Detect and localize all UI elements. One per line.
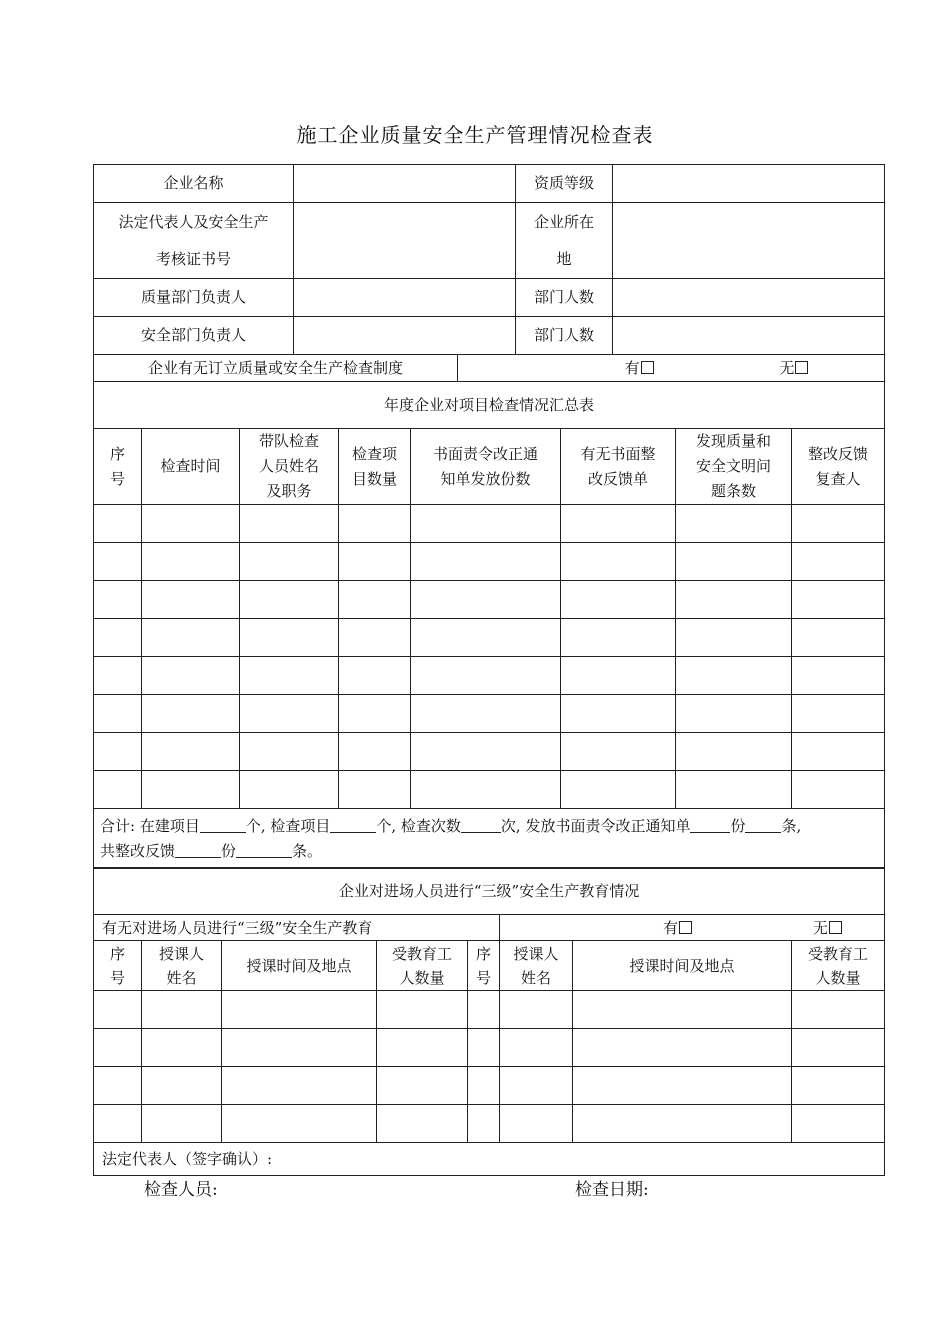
totals-line2-prefix: 共整改反馈 bbox=[100, 841, 176, 860]
annual-data-cell[interactable] bbox=[142, 657, 240, 695]
annual-header-7-line: 整改反馈 bbox=[808, 444, 869, 463]
education-data-cell[interactable] bbox=[142, 1105, 222, 1143]
education-header-0-line: 号 bbox=[109, 968, 125, 987]
annual-data-cell[interactable] bbox=[94, 619, 142, 657]
education-options bbox=[500, 915, 885, 941]
legal-rep-label-line1: 法定代表人及安全生产 bbox=[118, 212, 269, 231]
annual-data-cell[interactable] bbox=[240, 543, 339, 581]
form-title: 施工企业质量安全生产管理情况检查表 bbox=[296, 123, 654, 147]
system-no-checkbox[interactable] bbox=[795, 361, 808, 374]
annual-data-row bbox=[94, 733, 885, 771]
annual-data-cell[interactable] bbox=[561, 543, 676, 581]
annual-data-cell[interactable] bbox=[94, 657, 142, 695]
education-data-cell[interactable] bbox=[792, 991, 885, 1029]
quality-count-label: 部门人数 bbox=[516, 279, 613, 317]
education-data-cell[interactable] bbox=[142, 1029, 222, 1067]
quality-count-field[interactable] bbox=[613, 279, 885, 317]
annual-data-cell[interactable] bbox=[142, 771, 240, 809]
annual-data-cell[interactable] bbox=[792, 771, 885, 809]
annual-data-cell[interactable] bbox=[339, 771, 411, 809]
annual-data-cell[interactable] bbox=[339, 619, 411, 657]
annual-data-cell[interactable] bbox=[240, 619, 339, 657]
annual-data-cell[interactable] bbox=[561, 657, 676, 695]
education-data-cell[interactable] bbox=[500, 991, 573, 1029]
education-data-cell[interactable] bbox=[500, 1105, 573, 1143]
annual-data-cell[interactable] bbox=[240, 695, 339, 733]
totals-line-1 bbox=[100, 814, 878, 839]
annual-data-cell[interactable] bbox=[339, 581, 411, 619]
annual-data-row bbox=[94, 657, 885, 695]
quality-head-field[interactable] bbox=[294, 279, 516, 317]
annual-data-cell[interactable] bbox=[411, 543, 561, 581]
education-data-cell[interactable] bbox=[222, 1029, 377, 1067]
totals-unit-copies: 份 bbox=[730, 816, 746, 835]
notices-blank[interactable] bbox=[690, 818, 730, 833]
feedback-copies-blank[interactable] bbox=[175, 843, 221, 858]
annual-data-cell[interactable] bbox=[411, 657, 561, 695]
annual-header-0 bbox=[94, 429, 142, 505]
annual-data-cell[interactable] bbox=[142, 733, 240, 771]
education-data-cell[interactable] bbox=[500, 1029, 573, 1067]
education-data-cell[interactable] bbox=[94, 991, 142, 1029]
education-data-cell[interactable] bbox=[377, 1105, 468, 1143]
annual-data-cell[interactable] bbox=[792, 581, 885, 619]
education-data-cell[interactable] bbox=[468, 991, 500, 1029]
annual-data-cell[interactable] bbox=[339, 543, 411, 581]
safety-count-label: 部门人数 bbox=[516, 317, 613, 355]
annual-header-1 bbox=[142, 429, 240, 505]
annual-data-cell[interactable] bbox=[240, 733, 339, 771]
annual-data-cell[interactable] bbox=[792, 657, 885, 695]
education-header-5-line: 姓名 bbox=[520, 968, 551, 987]
annual-data-cell[interactable] bbox=[792, 733, 885, 771]
annual-data-cell[interactable] bbox=[142, 505, 240, 543]
signature-cell[interactable]: 法定代表人（签字确认）: bbox=[94, 1143, 885, 1176]
totals-line-2 bbox=[100, 839, 878, 864]
education-data-row bbox=[94, 991, 885, 1029]
safety-head-field[interactable] bbox=[294, 317, 516, 355]
education-header-1-line: 姓名 bbox=[166, 968, 197, 987]
education-header-1 bbox=[142, 941, 222, 991]
annual-data-row bbox=[94, 619, 885, 657]
annual-data-cell[interactable] bbox=[561, 581, 676, 619]
annual-data-cell[interactable] bbox=[411, 695, 561, 733]
safety-count-field[interactable] bbox=[613, 317, 885, 355]
annual-header-7-line: 复查人 bbox=[815, 469, 861, 488]
education-data-cell[interactable] bbox=[573, 1029, 792, 1067]
education-data-cell[interactable] bbox=[468, 1067, 500, 1105]
location-label-line1: 企业所在 bbox=[533, 212, 594, 231]
annual-data-cell[interactable] bbox=[561, 771, 676, 809]
education-question: 有无对进场人员进行“三级”安全生产教育 bbox=[94, 915, 500, 941]
annual-data-cell[interactable] bbox=[240, 505, 339, 543]
annual-data-cell[interactable] bbox=[561, 505, 676, 543]
annual-data-cell[interactable] bbox=[792, 695, 885, 733]
system-no-label: 无 bbox=[779, 358, 795, 377]
education-table bbox=[93, 867, 885, 1176]
annual-header-6 bbox=[676, 429, 792, 505]
annual-data-cell[interactable] bbox=[339, 733, 411, 771]
annual-data-cell[interactable] bbox=[792, 619, 885, 657]
education-data-cell[interactable] bbox=[377, 991, 468, 1029]
annual-data-cell[interactable] bbox=[142, 543, 240, 581]
projects-blank[interactable] bbox=[200, 818, 246, 833]
annual-data-cell[interactable] bbox=[339, 695, 411, 733]
check-times-blank[interactable] bbox=[461, 818, 501, 833]
location-label bbox=[516, 203, 613, 279]
education-heading: 企业对进场人员进行“三级”安全生产教育情况 bbox=[94, 868, 885, 915]
annual-header-5-line: 改反馈单 bbox=[587, 469, 648, 488]
company-name-field[interactable] bbox=[294, 165, 516, 203]
education-data-cell[interactable] bbox=[222, 991, 377, 1029]
annual-data-cell[interactable] bbox=[94, 771, 142, 809]
education-data-cell[interactable] bbox=[500, 1067, 573, 1105]
inspection-date-label: 检查日期: bbox=[575, 1180, 649, 1200]
annual-header-6-line: 题条数 bbox=[710, 482, 756, 500]
totals-unit-checks: 个, 检查次数 bbox=[376, 816, 461, 835]
education-no-label: 无 bbox=[812, 918, 828, 937]
annual-header-6-line: 发现质量和 bbox=[695, 432, 771, 450]
education-header-4-line: 号 bbox=[475, 968, 491, 987]
annual-data-cell[interactable] bbox=[411, 771, 561, 809]
annual-data-cell[interactable] bbox=[676, 581, 792, 619]
annual-data-cell[interactable] bbox=[676, 505, 792, 543]
education-data-cell[interactable] bbox=[792, 1067, 885, 1105]
company-name-label: 企业名称 bbox=[94, 165, 294, 203]
education-data-cell[interactable] bbox=[142, 991, 222, 1029]
annual-data-cell[interactable] bbox=[792, 543, 885, 581]
annual-header-2-line: 及职务 bbox=[266, 482, 312, 500]
annual-data-cell[interactable] bbox=[94, 505, 142, 543]
education-data-cell[interactable] bbox=[573, 1067, 792, 1105]
annual-data-row bbox=[94, 771, 885, 809]
totals-line2-unit-items: 条。 bbox=[292, 841, 323, 860]
annual-header-3-line: 检查项 bbox=[351, 444, 397, 463]
education-data-cell[interactable] bbox=[222, 1067, 377, 1105]
education-data-cell[interactable] bbox=[573, 991, 792, 1029]
annual-header-4-line: 知单发放份数 bbox=[440, 469, 531, 488]
quality-head-label: 质量部门负责人 bbox=[94, 279, 294, 317]
checked-projects-blank[interactable] bbox=[330, 818, 376, 833]
location-label-line2: 地 bbox=[556, 249, 572, 268]
feedback-items-blank[interactable] bbox=[236, 843, 292, 858]
education-header-4-line: 序 bbox=[475, 944, 491, 963]
annual-header-6-line: 安全文明问 bbox=[695, 457, 771, 475]
annual-data-cell[interactable] bbox=[339, 657, 411, 695]
education-header-3-line: 受教育工 bbox=[391, 944, 452, 963]
education-header-7-line: 受教育工 bbox=[808, 944, 869, 963]
totals-cell bbox=[94, 809, 885, 869]
annual-summary-table bbox=[93, 381, 885, 869]
annual-data-cell[interactable] bbox=[94, 543, 142, 581]
annual-data-cell[interactable] bbox=[676, 657, 792, 695]
annual-data-cell[interactable] bbox=[411, 619, 561, 657]
annual-header-3-line: 目数量 bbox=[351, 469, 397, 488]
education-data-row bbox=[94, 1105, 885, 1143]
education-data-cell[interactable] bbox=[222, 1105, 377, 1143]
safety-head-label: 安全部门负责人 bbox=[94, 317, 294, 355]
education-no-checkbox[interactable] bbox=[829, 921, 842, 934]
inspector-label: 检查人员: bbox=[144, 1180, 218, 1200]
annual-data-cell[interactable] bbox=[94, 733, 142, 771]
annual-data-row bbox=[94, 695, 885, 733]
annual-summary-heading: 年度企业对项目检查情况汇总表 bbox=[94, 382, 885, 429]
education-data-cell[interactable] bbox=[94, 1067, 142, 1105]
annual-data-row bbox=[94, 543, 885, 581]
education-data-cell[interactable] bbox=[468, 1029, 500, 1067]
annual-data-cell[interactable] bbox=[561, 619, 676, 657]
system-question: 企业有无订立质量或安全生产检查制度 bbox=[94, 355, 458, 382]
education-header-5 bbox=[500, 941, 573, 991]
education-header-7 bbox=[792, 941, 885, 991]
annual-header-0-line: 序 bbox=[109, 444, 125, 463]
annual-data-cell[interactable] bbox=[561, 695, 676, 733]
location-field[interactable] bbox=[613, 203, 885, 279]
education-header-6-line: 授课时间及地点 bbox=[629, 956, 735, 975]
annual-data-cell[interactable] bbox=[676, 543, 792, 581]
education-header-4 bbox=[468, 941, 500, 991]
education-header-2 bbox=[222, 941, 377, 991]
education-data-row bbox=[94, 1067, 885, 1105]
annual-data-cell[interactable] bbox=[240, 771, 339, 809]
annual-header-5-line: 有无书面整 bbox=[580, 444, 656, 463]
education-data-cell[interactable] bbox=[377, 1067, 468, 1105]
system-yes-checkbox[interactable] bbox=[641, 361, 654, 374]
annual-data-cell[interactable] bbox=[411, 505, 561, 543]
education-header-0 bbox=[94, 941, 142, 991]
annual-data-cell[interactable] bbox=[142, 619, 240, 657]
annual-header-2-line: 带队检查 bbox=[258, 432, 319, 450]
annual-data-cell[interactable] bbox=[676, 695, 792, 733]
system-yes-label: 有 bbox=[624, 358, 640, 377]
system-options bbox=[458, 355, 885, 382]
legal-rep-field[interactable] bbox=[294, 203, 516, 279]
legal-rep-label bbox=[94, 203, 294, 279]
education-data-cell[interactable] bbox=[573, 1105, 792, 1143]
annual-data-row bbox=[94, 581, 885, 619]
annual-data-cell[interactable] bbox=[339, 505, 411, 543]
annual-data-cell[interactable] bbox=[142, 581, 240, 619]
issues-blank[interactable] bbox=[745, 818, 781, 833]
education-header-row bbox=[94, 941, 885, 991]
education-data-cell[interactable] bbox=[142, 1067, 222, 1105]
totals-unit-projects: 个, 检查项目 bbox=[245, 816, 331, 835]
annual-data-cell[interactable] bbox=[676, 733, 792, 771]
totals-prefix: 合计: 在建项目 bbox=[100, 816, 200, 835]
annual-data-cell[interactable] bbox=[240, 657, 339, 695]
annual-data-row bbox=[94, 505, 885, 543]
totals-unit-items: 条, bbox=[781, 816, 802, 835]
annual-header-5 bbox=[561, 429, 676, 505]
education-data-cell[interactable] bbox=[94, 1029, 142, 1067]
education-header-6 bbox=[573, 941, 792, 991]
annual-header-3 bbox=[339, 429, 411, 505]
annual-header-2-line: 人员姓名 bbox=[258, 457, 319, 475]
education-header-2-line: 授课时间及地点 bbox=[246, 956, 352, 975]
annual-header-4 bbox=[411, 429, 561, 505]
education-data-cell[interactable] bbox=[94, 1105, 142, 1143]
totals-unit-times: 次, 发放书面责令改正通知单 bbox=[500, 816, 691, 835]
annual-data-cell[interactable] bbox=[411, 733, 561, 771]
annual-header-1-line: 检查时间 bbox=[160, 457, 221, 475]
annual-data-cell[interactable] bbox=[561, 733, 676, 771]
education-data-cell[interactable] bbox=[468, 1105, 500, 1143]
annual-header-row bbox=[94, 429, 885, 505]
annual-data-cell[interactable] bbox=[142, 695, 240, 733]
education-header-5-line: 授课人 bbox=[513, 944, 559, 963]
qualification-field[interactable] bbox=[613, 165, 885, 203]
education-header-7-line: 人数量 bbox=[815, 968, 861, 987]
annual-data-cell[interactable] bbox=[411, 581, 561, 619]
education-data-cell[interactable] bbox=[377, 1029, 468, 1067]
annual-header-0-line: 号 bbox=[109, 469, 125, 488]
annual-data-cell[interactable] bbox=[676, 771, 792, 809]
annual-header-7 bbox=[792, 429, 885, 505]
annual-data-cell[interactable] bbox=[94, 581, 142, 619]
education-yes-label: 有 bbox=[663, 918, 679, 937]
totals-line2-unit-copies: 份 bbox=[221, 841, 237, 860]
education-data-cell[interactable] bbox=[792, 1029, 885, 1067]
education-header-0-line: 序 bbox=[109, 944, 125, 963]
annual-header-4-line: 书面责令改正通 bbox=[432, 444, 538, 463]
education-data-row bbox=[94, 1029, 885, 1067]
annual-data-cell[interactable] bbox=[94, 695, 142, 733]
education-header-3-line: 人数量 bbox=[399, 968, 445, 987]
qualification-label: 资质等级 bbox=[516, 165, 613, 203]
education-header-3 bbox=[377, 941, 468, 991]
annual-data-cell[interactable] bbox=[240, 581, 339, 619]
annual-data-cell[interactable] bbox=[792, 505, 885, 543]
basic-info-table bbox=[93, 164, 885, 382]
annual-data-cell[interactable] bbox=[676, 619, 792, 657]
education-yes-checkbox[interactable] bbox=[679, 921, 692, 934]
education-header-1-line: 授课人 bbox=[158, 944, 204, 963]
legal-rep-label-line2: 考核证书号 bbox=[155, 249, 231, 268]
annual-header-2 bbox=[240, 429, 339, 505]
education-data-cell[interactable] bbox=[792, 1105, 885, 1143]
